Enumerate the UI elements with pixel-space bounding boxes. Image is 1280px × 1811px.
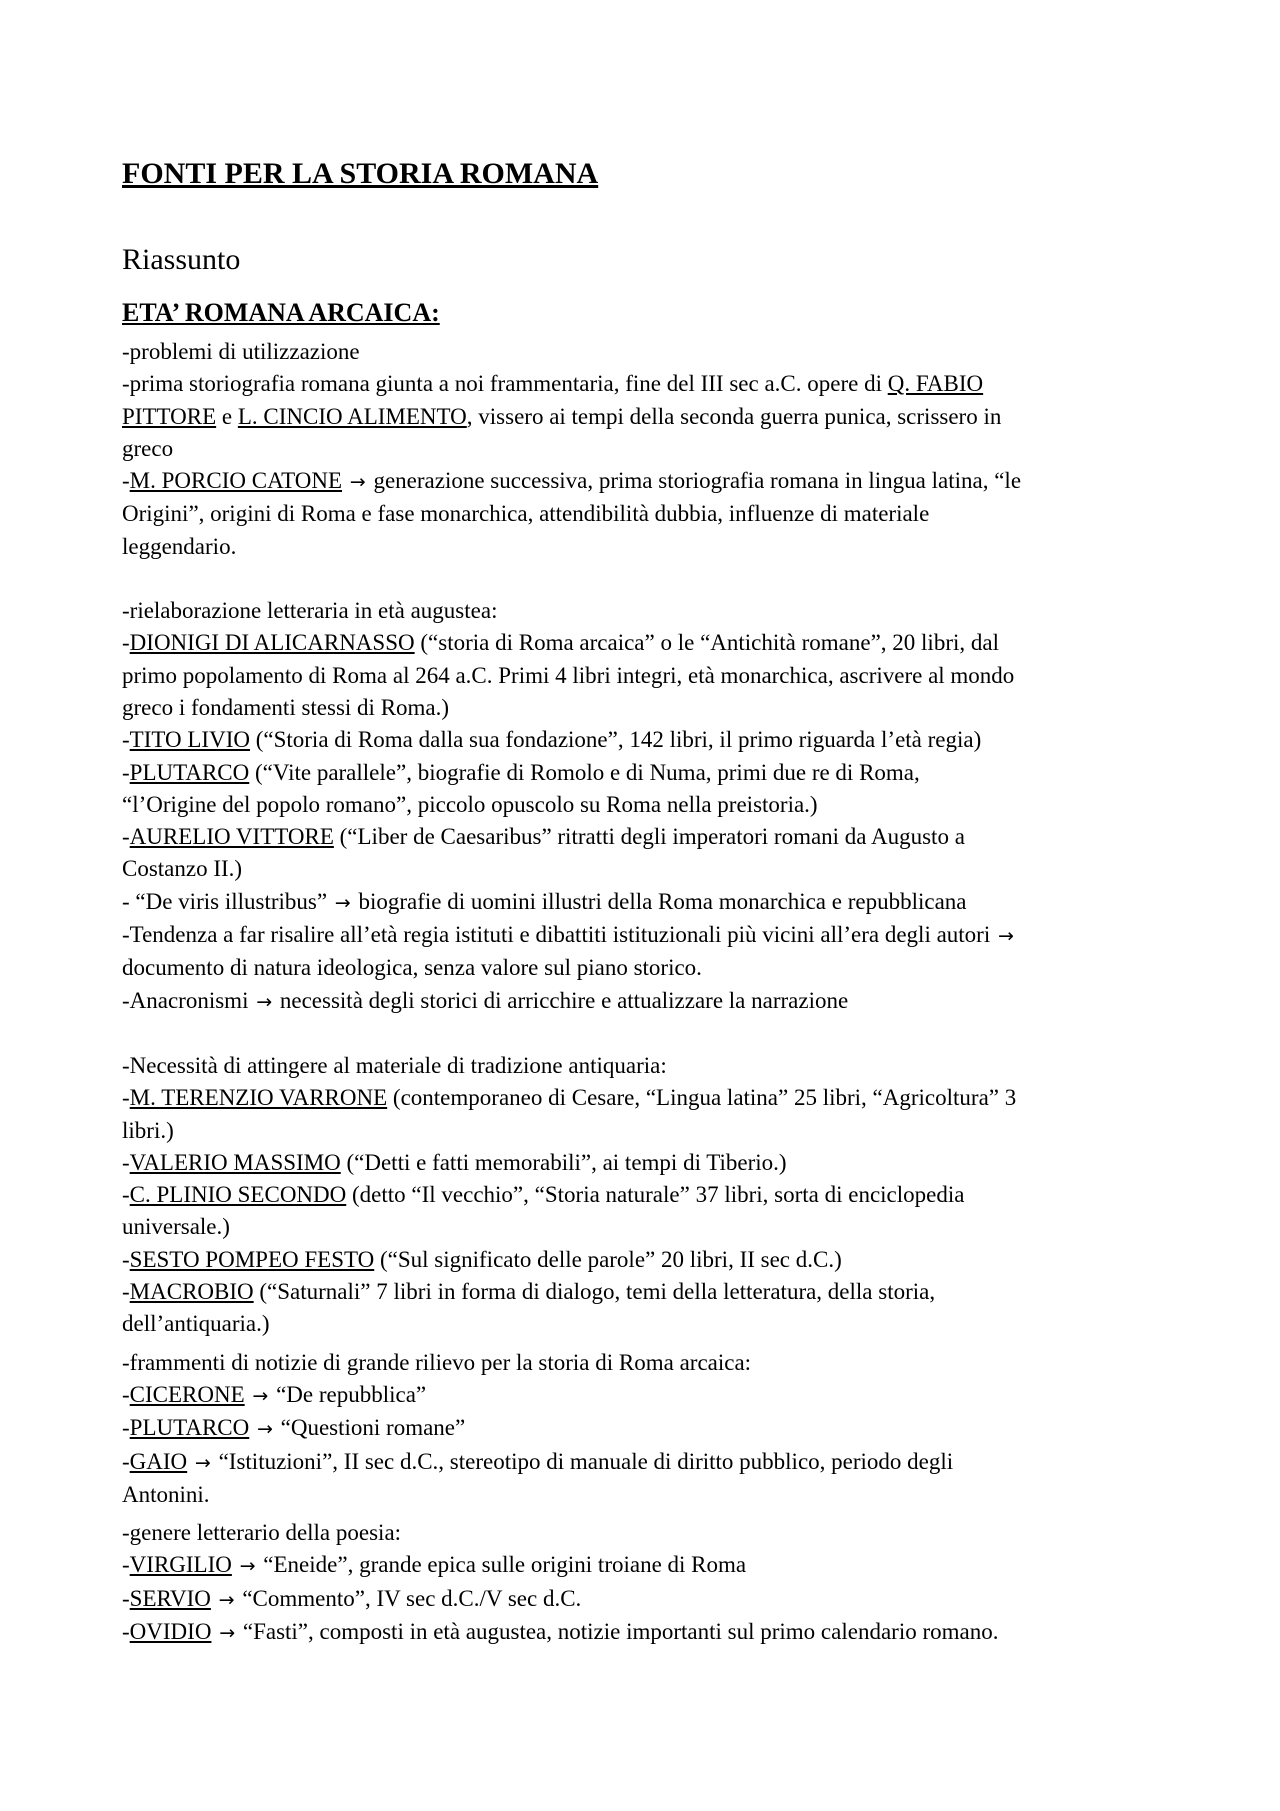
text-segment: -	[122, 824, 130, 850]
text-segment: Costanzo II.)	[122, 856, 243, 882]
text-segment: “De repubblica”	[270, 1381, 427, 1407]
text-line	[122, 1276, 1152, 1308]
text-segment: - “De viris illustribus”	[122, 888, 333, 914]
text-line	[122, 368, 1152, 400]
text-line	[122, 919, 1152, 952]
text-segment: (“Vite parallele”, biografie di Romolo e di Numa, primi due re di Roma,	[249, 759, 920, 785]
text-line	[122, 757, 1152, 789]
text-line	[122, 336, 1152, 368]
text-line	[122, 724, 1152, 756]
text-segment	[342, 468, 348, 493]
text-segment: libri.)	[122, 1117, 174, 1143]
text-line	[122, 1517, 1152, 1549]
text-segment	[245, 1382, 251, 1407]
arrow-right-icon: →	[349, 471, 366, 494]
text-segment	[211, 1586, 217, 1611]
text-line	[122, 595, 1152, 627]
text-line	[122, 1244, 1152, 1276]
text-line	[122, 498, 1152, 530]
text-segment: “l’Origine del popolo romano”, piccolo opuscolo su Roma nella preistoria.)	[122, 791, 818, 817]
text-segment: -Anacronismi	[122, 987, 255, 1013]
text-segment: -Tendenza a far risalire all’età regia istituti e dibattiti istituzionali più vicini all’era degli autori	[122, 922, 996, 948]
text-line	[122, 1347, 1152, 1379]
text-line	[122, 692, 1152, 724]
document-subtitle: Riassunto	[122, 243, 241, 276]
author-name: PITTORE	[122, 403, 217, 429]
text-line	[122, 465, 1152, 498]
arrow-right-icon: →	[219, 1621, 236, 1644]
author-name: VALERIO MASSIMO	[129, 1149, 341, 1175]
text-segment: (“Storia di Roma dalla sua fondazione”, 142 libri, il primo riguarda l’età regia)	[249, 727, 982, 753]
document-title: FONTI PER LA STORIA ROMANA	[122, 157, 599, 190]
section-heading: ETA’ ROMANA ARCAICA:	[122, 298, 440, 327]
text-line	[122, 952, 1152, 984]
text-segment: -	[122, 1246, 130, 1272]
text-segment: (“Saturnali” 7 libri in forma di dialogo, temi della letteratura, della storia,	[253, 1279, 936, 1305]
text-segment: (“storia di Roma arcaica” o le “Antichità romane”, 20 libri, dal	[414, 630, 999, 656]
paragraph-block	[122, 1517, 1152, 1649]
paragraph-block	[122, 595, 1152, 1018]
text-line	[122, 627, 1152, 659]
text-line	[122, 401, 1152, 433]
text-line	[122, 985, 1152, 1018]
text-segment: -	[122, 630, 130, 656]
text-segment: (detto “Il vecchio”, “Storia naturale” 37 libri, sorta di enciclopedia	[346, 1182, 965, 1208]
text-line	[122, 853, 1152, 885]
text-line	[122, 1379, 1152, 1412]
text-segment: -prima storiografia romana giunta a noi frammentaria, fine del III sec a.C. opere di	[122, 371, 888, 397]
text-segment: -genere letterario della poesia:	[122, 1520, 402, 1546]
text-segment: universale.)	[122, 1214, 230, 1240]
text-segment: -rielaborazione letteraria in età augustea:	[122, 598, 498, 624]
text-segment: biografie di uomini illustri della Roma monarchica e repubblicana	[352, 888, 967, 914]
text-segment	[187, 1449, 193, 1474]
text-segment: primo popolamento di Roma al 264 a.C. Primi 4 libri integri, età monarchica, ascrivere al mondo	[122, 662, 1015, 688]
text-line	[122, 1446, 1152, 1479]
text-line	[122, 1479, 1152, 1511]
author-name: TITO LIVIO	[129, 727, 250, 753]
text-segment: (“Sul significato delle parole” 20 libri, II sec d.C.)	[374, 1246, 842, 1272]
text-line	[122, 531, 1152, 563]
text-segment: dell’antiquaria.)	[122, 1311, 270, 1337]
text-segment: -	[122, 1585, 130, 1611]
author-name: L. CINCIO ALIMENTO	[237, 403, 467, 429]
author-name: GAIO	[129, 1448, 188, 1474]
author-name: CICERONE	[129, 1381, 245, 1407]
text-segment: necessità degli storici di arricchire e attualizzare la narrazione	[274, 987, 849, 1013]
text-segment: e	[216, 403, 238, 429]
text-segment	[232, 1552, 238, 1577]
text-line	[122, 1583, 1152, 1616]
author-name: C. PLINIO SECONDO	[129, 1182, 347, 1208]
text-segment: -	[122, 1279, 130, 1305]
paragraph-block	[122, 336, 1152, 563]
text-segment: , vissero ai tempi della seconda guerra punica, scrissero in	[466, 403, 1002, 429]
author-name: VIRGILIO	[129, 1552, 232, 1578]
text-segment: (“Detti e fatti memorabili”, ai tempi di Tiberio.)	[340, 1149, 787, 1175]
author-name: M. TERENZIO VARRONE	[129, 1085, 388, 1111]
text-line	[122, 1616, 1152, 1649]
text-segment: generazione successiva, prima storiografia romana in lingua latina, “le	[367, 468, 1022, 494]
text-segment: documento di natura ideologica, senza valore sul piano storico.	[122, 955, 702, 981]
paragraph-block	[122, 1050, 1152, 1341]
author-name: DIONIGI DI ALICARNASSO	[129, 630, 415, 656]
arrow-right-icon: →	[334, 891, 351, 914]
author-name: Q. FABIO	[887, 371, 984, 397]
text-segment: “Questioni romane”	[274, 1415, 466, 1441]
text-segment: -	[122, 1182, 130, 1208]
text-segment: Antonini.	[122, 1481, 210, 1507]
arrow-right-icon: →	[218, 1588, 235, 1611]
author-name: AURELIO VITTORE	[129, 824, 334, 850]
text-segment: -	[122, 727, 130, 753]
text-line	[122, 1115, 1152, 1147]
text-segment: -	[122, 1448, 130, 1474]
text-segment: greco	[122, 435, 174, 461]
text-segment: -problemi di utilizzazione	[122, 339, 360, 364]
text-line	[122, 1211, 1152, 1243]
arrow-right-icon: →	[239, 1555, 256, 1578]
text-segment: “Eneide”, grande epica sulle origini troiane di Roma	[257, 1552, 747, 1578]
text-segment: greco i fondamenti stessi di Roma.)	[122, 694, 450, 720]
text-line	[122, 1050, 1152, 1082]
text-segment: leggendario.	[122, 533, 237, 559]
text-line	[122, 1412, 1152, 1445]
arrow-right-icon: →	[256, 1418, 273, 1441]
text-segment: (contemporaneo di Cesare, “Lingua latina” 25 libri, “Agricoltura” 3	[387, 1085, 1017, 1111]
text-segment: Origini”, origini di Roma e fase monarchica, attendibilità dubbia, influenze di materiale	[122, 501, 930, 527]
text-segment: “Istituzioni”, II sec d.C., stereotipo di manuale di diritto pubblico, periodo degli	[212, 1448, 954, 1474]
text-line	[122, 433, 1152, 465]
text-segment: -	[122, 1085, 130, 1111]
text-segment: (“Liber de Caesaribus” ritratti degli imperatori romani da Augusto a	[333, 824, 965, 850]
author-name: SESTO POMPEO FESTO	[129, 1246, 375, 1272]
text-line	[122, 1549, 1152, 1582]
text-segment: -	[122, 1618, 130, 1644]
arrow-right-icon: →	[256, 990, 273, 1013]
author-name: SERVIO	[129, 1585, 211, 1611]
arrow-right-icon: →	[252, 1384, 269, 1407]
paragraph-block	[122, 1347, 1152, 1511]
text-line	[122, 789, 1152, 821]
arrow-right-icon: →	[194, 1451, 211, 1474]
text-segment: “Commento”, IV sec d.C./V sec d.C.	[236, 1585, 582, 1611]
text-segment	[249, 1415, 255, 1440]
author-name: PLUTARCO	[129, 1415, 250, 1441]
author-name: M. PORCIO CATONE	[129, 468, 343, 494]
text-line	[122, 1179, 1152, 1211]
text-line	[122, 886, 1152, 919]
text-segment: -	[122, 1415, 130, 1441]
text-line	[122, 660, 1152, 692]
text-segment: -Necessità di attingere al materiale di tradizione antiquaria:	[122, 1052, 667, 1078]
text-segment	[211, 1619, 217, 1644]
text-segment: -	[122, 1381, 130, 1407]
author-name: PLUTARCO	[129, 759, 250, 785]
text-line	[122, 1308, 1152, 1340]
document-body	[122, 336, 1152, 1649]
text-segment: -	[122, 1149, 130, 1175]
text-segment: -	[122, 1552, 130, 1578]
text-segment: -frammenti di notizie di grande rilievo per la storia di Roma arcaica:	[122, 1349, 752, 1375]
arrow-right-icon: →	[997, 925, 1014, 948]
text-line	[122, 1082, 1152, 1114]
text-line	[122, 1147, 1152, 1179]
text-line	[122, 821, 1152, 853]
author-name: OVIDIO	[129, 1618, 212, 1644]
text-segment: “Fasti”, composti in età augustea, notizie importanti sul primo calendario romano.	[237, 1618, 999, 1644]
author-name: MACROBIO	[129, 1279, 254, 1305]
text-segment: -	[122, 759, 130, 785]
text-segment: -	[122, 468, 130, 494]
